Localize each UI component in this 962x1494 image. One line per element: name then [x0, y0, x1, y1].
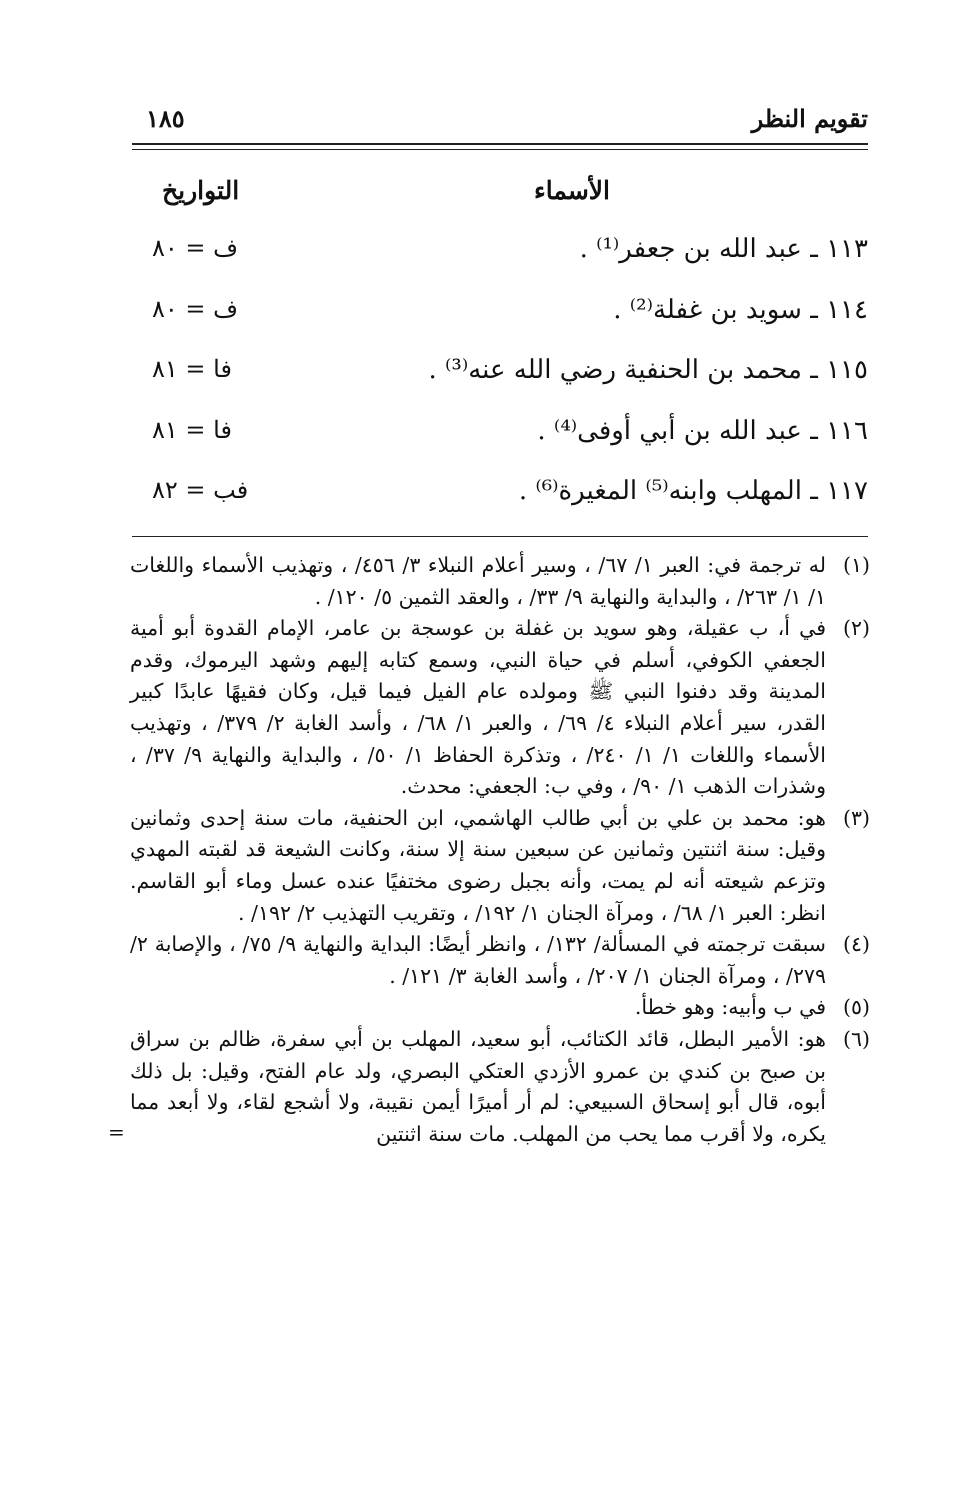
footnote-text: سبقت ترجمته في المسألة/ ١٣٢/ ، وانظر أيضًا: البداية والنهاية ٩/ ٧٥/ ، والإصابة ٢/ ٢٧٩/ ، ومرآة الجنان ١/ ٢٠٧/ ، وأسد الغابة ٣/ ١٢١/ .	[130, 932, 826, 988]
footnote-text: هو: محمد بن علي بن أبي طالب الهاشمي، ابن الحنفية، مات سنة إحدى وثمانين وقيل: سنة اثنتين وثمانين عن سبعين سنة إلا سنة، وكانت الشيعة قد لقبته المهدي وتزعم شيعته أنه لم يمت، وأنه بجبل رضوى مختفيًا عنده عسل وماء أبو القاسم. انظر: العبر ١/ ٦٨/ ، ومرآة الجنان ١/ ١٩٢/ ، وتقريب التهذيب ٢/ ١٩٢/ .	[130, 805, 826, 925]
running-title: تقويم النظر	[751, 104, 868, 133]
footnote-mark: (١)	[842, 553, 870, 577]
entry-date: فا = ٨١	[152, 415, 232, 444]
footnote-mark: (٣)	[842, 805, 870, 830]
page-number: ١٨٥	[146, 104, 185, 133]
entry-name: ١١٥ ـ محمد بن الحنفية رضي الله عنه⁽³⁾ .	[428, 355, 868, 385]
entry-name: ١١٧ ـ المهلب وابنه⁽⁵⁾ المغيرة⁽⁶⁾ .	[518, 476, 868, 506]
list-item	[132, 412, 868, 473]
footnote-text: في أ، ب عقيلة، وهو سويد بن غفلة بن عوسجة بن عامر، الإمام القدوة أبو أمية الجعفي الكوفي، أسلم في حياة النبي، وسمع كتابه إليهم وشهد اليرموك، وقدم المدينة وقد دفنوا النبي ﷺ ومولده عام الفيل فيما قيل، وكان فقيهًا عابدًا كبير القدر، سير أعلام النبلاء ٤/ ٦٩/ ، والعبر ١/ ٦٨/ ، وأسد الغابة ٢/ ٣٧٩/ ، وتهذيب الأسماء واللغات ١/ ١/ ٢٤٠/ ، وتذكرة الحفاظ ١/ ٥٠/ ، والبداية والنهاية ٩/ ٣٧/ ، وشذرات الذهب ١/ ٩٠/ ، وفي ب: الجعفي: محدث.	[130, 616, 826, 799]
list-item	[132, 230, 868, 291]
footnote	[108, 1024, 870, 1150]
continuation-mark: =	[108, 1119, 125, 1144]
footnotes	[108, 550, 870, 1150]
footnote-mark: (٢)	[842, 616, 870, 641]
entry-date: فب = ٨٢	[152, 476, 249, 504]
list-item	[132, 351, 868, 412]
list-item	[132, 472, 868, 533]
entry-date: فا = ٨١	[152, 355, 232, 383]
entries-list	[132, 230, 868, 533]
table-header	[132, 176, 868, 216]
footnote	[130, 992, 870, 1024]
entry-date: ف = ٨٠	[152, 234, 239, 262]
dates-heading: التواريخ	[162, 176, 240, 205]
footnote-mark: (٥)	[842, 995, 870, 1020]
footnote-mark: (٤)	[842, 932, 870, 957]
entry-date: ف = ٨٠	[152, 294, 239, 323]
footnote	[130, 550, 870, 613]
footnote	[130, 613, 870, 803]
entry-name: ١١٣ ـ عبد الله بن جعفر⁽¹⁾ .	[579, 234, 868, 264]
names-heading: الأسماء	[534, 176, 610, 205]
entry-name: ١١٦ ـ عبد الله بن أبي أوفى⁽⁴⁾ .	[537, 415, 868, 446]
footnote-text: هو: الأمير البطل، قائد الكتائب، أبو سعيد، المهلب بن أبي سفرة، ظالم بن سراق بن صبح بن كندي بن عمرو الأزدي العتكي البصري، ولد عام الفتح، وقيل: بل ذلك أبوه، قال أبو إسحاق السبيعي: لم أر أميرًا أيمن نقيبة، ولا أشجع لقاء، ولا أبعد مما يكره، ولا أقرب مما يحب من المهلب. مات سنة اثنتين	[130, 1026, 826, 1146]
footnote-text: له ترجمة في: العبر ١/ ٦٧/ ، وسير أعلام النبلاء ٣/ ٤٥٦/ ، وتهذيب الأسماء واللغات ١/ ١/ ٢٦٣/ ، والبداية والنهاية ٩/ ٣٣/ ، والعقد الثمين ٥/ ١٢٠/ .	[130, 553, 826, 609]
footnote	[130, 803, 870, 929]
entry-name: ١١٤ ـ سويد بن غفلة⁽²⁾ .	[613, 294, 868, 325]
page-header	[132, 100, 868, 140]
footnote-text: في ب وأبيه: وهو خطأ.	[634, 995, 826, 1020]
header-rule	[132, 143, 868, 150]
footnote-mark: (٦)	[842, 1026, 870, 1051]
footnote	[130, 929, 870, 992]
list-item	[132, 291, 868, 352]
footnote-separator	[132, 536, 868, 537]
